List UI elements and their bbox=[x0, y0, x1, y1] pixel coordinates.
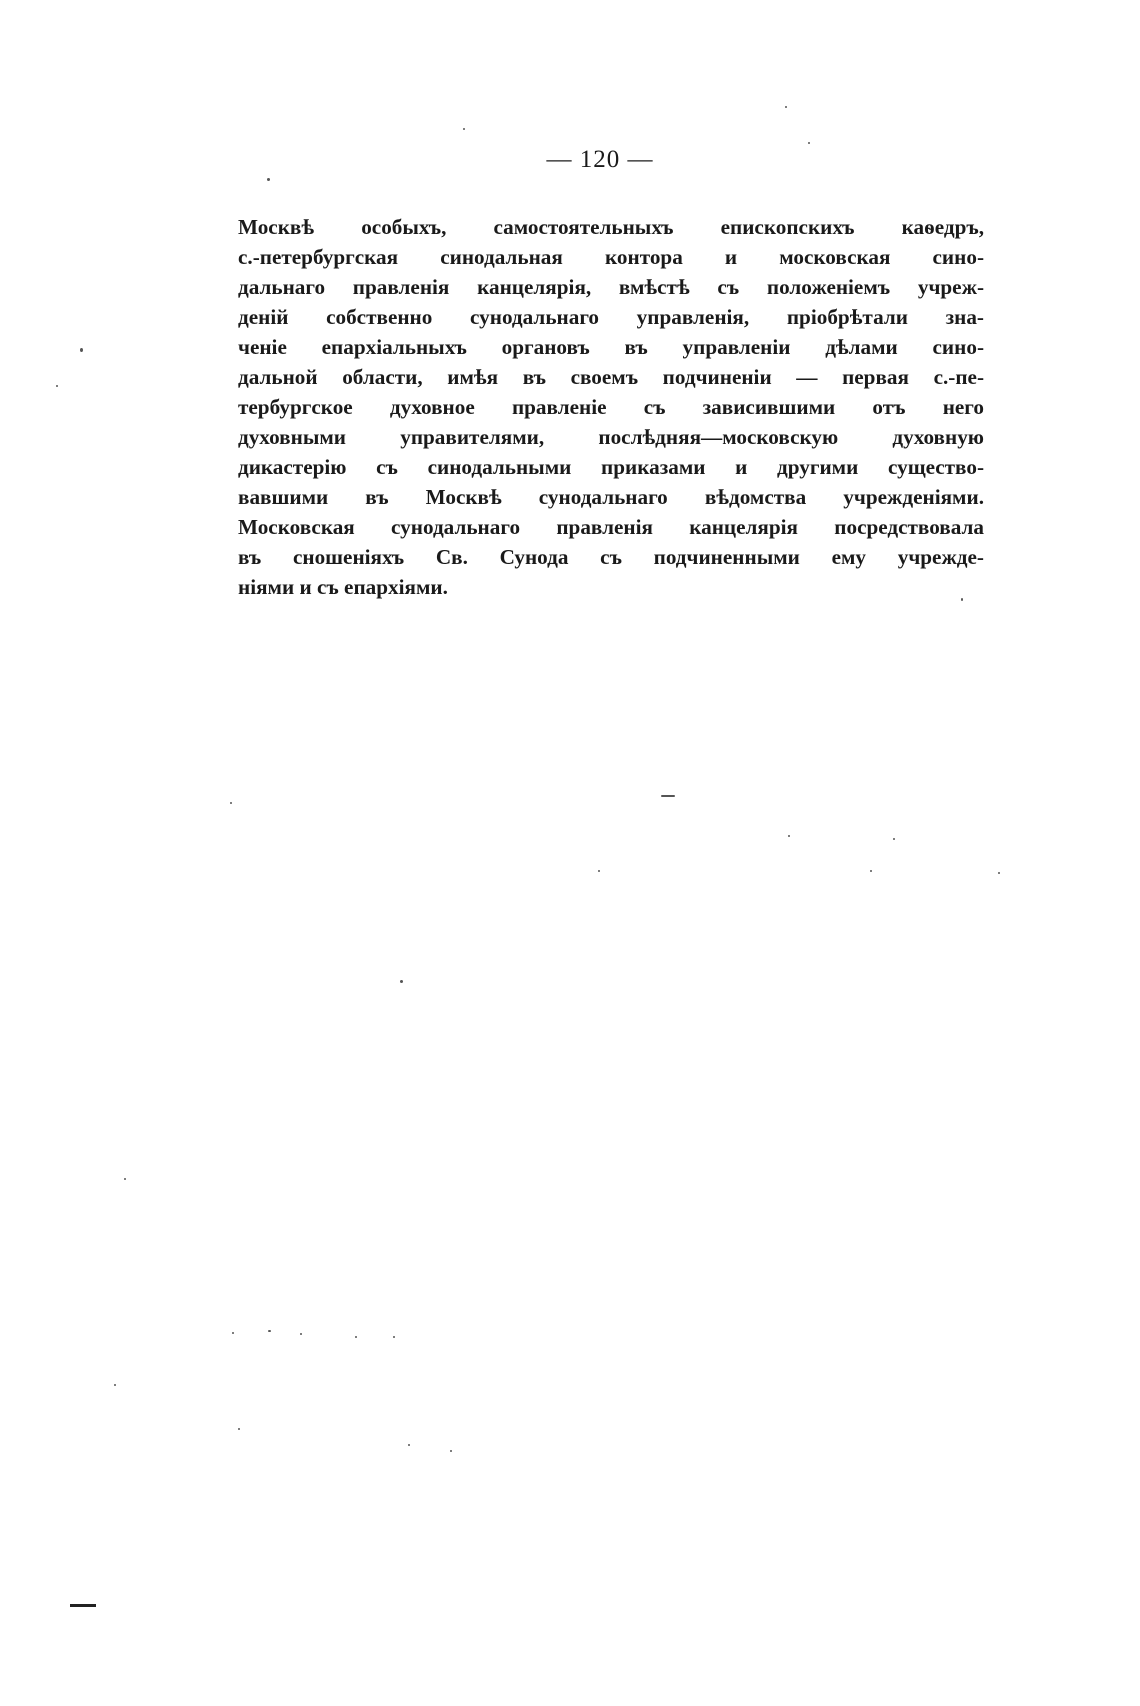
scan-speck bbox=[355, 1336, 357, 1338]
scan-speck bbox=[785, 106, 787, 108]
text-line: ченіе епархіальныхъ органовъ въ управленіи дѣлами сино- bbox=[238, 335, 984, 359]
scan-speck bbox=[232, 1332, 234, 1334]
scan-speck bbox=[124, 1178, 126, 1180]
text-line: дальной области, имѣя въ своемъ подчиненіи — первая с.-пе- bbox=[238, 365, 984, 389]
scan-speck bbox=[661, 795, 675, 797]
margin-dash bbox=[70, 1604, 96, 1607]
text-line: въ сношеніяхъ Св. Сунода съ подчиненными ему учрежде- bbox=[238, 545, 984, 569]
scan-speck bbox=[300, 1333, 302, 1335]
text-line: Москвѣ особыхъ, самостоятельныхъ епископскихъ каѳедръ, bbox=[238, 215, 984, 239]
text-line: ніями и съ епархіями. bbox=[238, 575, 448, 599]
scan-speck bbox=[400, 980, 403, 983]
text-line: с.-петербургская синодальная контора и московская сино- bbox=[238, 245, 984, 269]
page-number: — 120 — bbox=[546, 146, 654, 173]
scan-speck bbox=[450, 1450, 452, 1452]
scan-speck bbox=[463, 128, 465, 130]
scan-speck bbox=[870, 870, 872, 872]
scan-speck bbox=[788, 835, 790, 837]
body-paragraph bbox=[238, 212, 984, 602]
scan-speck bbox=[268, 1330, 271, 1332]
scan-speck bbox=[238, 1428, 240, 1430]
scan-speck bbox=[893, 838, 895, 840]
text-line: вавшими въ Москвѣ сунодальнаго вѣдомства учрежденіями. bbox=[238, 485, 984, 509]
scan-speck bbox=[998, 872, 1000, 874]
scan-speck bbox=[598, 870, 600, 872]
text-line: Московская сунодальнаго правленія канцелярія посредствовала bbox=[238, 515, 984, 539]
scan-speck bbox=[114, 1384, 116, 1386]
scan-speck bbox=[80, 348, 83, 352]
scan-speck bbox=[393, 1336, 395, 1338]
scan-speck bbox=[56, 385, 58, 387]
scan-speck bbox=[408, 1444, 410, 1446]
scan-speck bbox=[808, 142, 810, 144]
text-line: деній собственно сунодальнаго управленія, пріобрѣтали зна- bbox=[238, 305, 984, 329]
text-line: дальнаго правленія канцелярія, вмѣстѣ съ положеніемъ учреж- bbox=[238, 275, 984, 299]
scan-speck bbox=[230, 802, 232, 804]
text-line: дикастерію съ синодальными приказами и другими существо- bbox=[238, 455, 984, 479]
scan-speck bbox=[267, 178, 270, 181]
text-line: духовными управителями, послѣдняя—московскую духовную bbox=[238, 425, 984, 449]
scan-speck bbox=[961, 598, 963, 601]
text-line: тербургское духовное правленіе съ зависившими отъ него bbox=[238, 395, 984, 419]
